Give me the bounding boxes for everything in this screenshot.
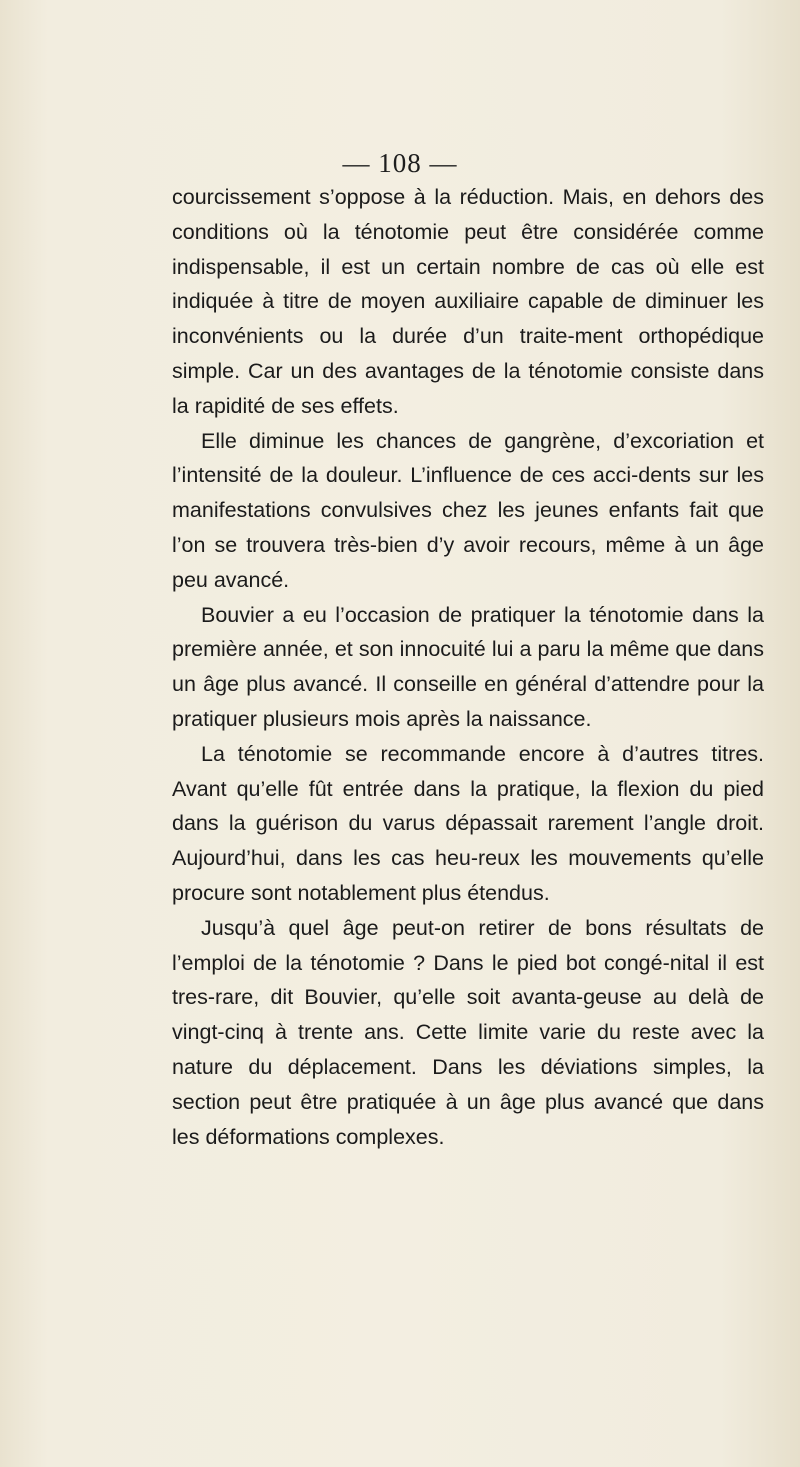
page-number: — 108 — (342, 148, 458, 178)
paragraph-2: Elle diminue les chances de gangrène, d’excoriation et l’intensité de la douleur. L’influence de ces acci-dents sur les manifestations convulsives chez les jeunes enfants fait que l’on se trouvera très-bien d’y avoir recours, même à un âge peu avancé. (172, 428, 764, 592)
body-text (172, 180, 764, 1154)
paragraph-1: courcissement s’oppose à la réduction. Mais, en dehors des conditions où la ténotomie peut être considérée comme indispensable, il est un certain nombre de cas où elle est indiquée à titre de moyen auxiliaire capable de diminuer les inconvénients ou la durée d’un traite-ment orthopédique simple. Car un des avantages de la ténotomie consiste dans la rapidité de ses effets. (172, 185, 764, 418)
paragraph-4: La ténotomie se recommande encore à d’autres titres. Avant qu’elle fût entrée dans la pratique, la flexion du pied dans la guérison du varus dépassait rarement l’angle droit. Aujourd’hui, dans les cas heu-reux les mouvements qu’elle procure sont notablement plus étendus. (172, 741, 764, 905)
paragraph-3: Bouvier a eu l’occasion de pratiquer la ténotomie dans la première année, et son innocuité lui a paru la même que dans un âge plus avancé. Il conseille en général d’attendre pour la pratiquer plusieurs mois après la naissance. (172, 602, 764, 731)
paragraph-5: Jusqu’à quel âge peut-on retirer de bons résultats de l’emploi de la ténotomie ? Dans le pied bot congé-nital il est tres-rare, dit Bouvier, qu’elle soit avanta-geuse au delà de vingt-cinq à trente ans. Cette limite varie du reste avec la nature du déplacement. Dans les déviations simples, la section peut être pratiquée à un âge plus avancé que dans les déformations complexes. (172, 915, 764, 1149)
